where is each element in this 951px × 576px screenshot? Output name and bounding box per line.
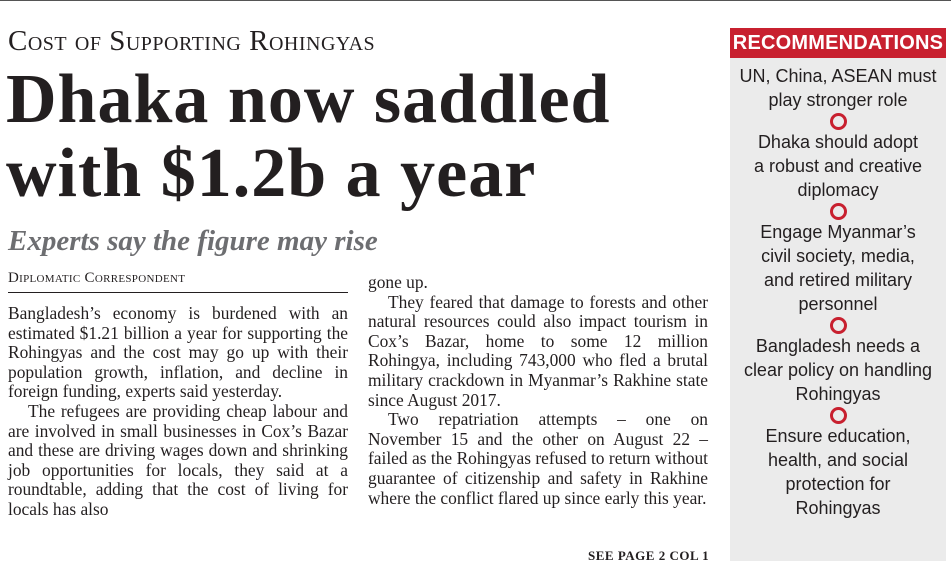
recommendation-item: Dhaka should adopt a robust and creative diplomacy — [753, 132, 923, 200]
recommendation-item: Bangladesh needs a clear policy on handling Rohingyas — [743, 336, 933, 404]
bullet-ring-icon — [830, 203, 847, 220]
paragraph: gone up. — [368, 272, 428, 292]
bullet-ring-icon — [830, 407, 847, 424]
paragraph: The refugees are providing cheap labour and are involved in small businesses in Cox’s Bazar and these are driving wages down and shrinking job opportunities for locals, they said at a roundtable, adding that the cost of living for locals has also — [8, 400, 348, 519]
headline-line-1: Dhaka now saddled — [6, 61, 611, 138]
kicker: Cost of Supporting Rohingyas — [8, 25, 376, 57]
sidebar-title: RECOMMENDATIONS — [730, 28, 946, 58]
article-column-1 — [8, 304, 348, 520]
continued-jump-line: SEE PAGE 2 COL 1 — [588, 548, 710, 563]
bullet-ring-icon — [830, 113, 847, 130]
headline-line-2: with $1.2b a year — [6, 135, 537, 212]
paragraph: They feared that damage to forests and other natural resources could also impact tourism in Cox’s Bazar, home to some 12 million Rohingya, including 743,000 who fled a brutal military crackdown in Myanmar’s Rakhine state since August 2017. — [368, 291, 708, 410]
paragraph: Bangladesh’s economy is burdened with an estimated $1.21 billion a year for supporting the Rohingyas and the cost may go up with their population growth, inflation, and decline in foreign funding, experts said yesterday. — [8, 303, 348, 402]
recommendation-item: Engage Myanmar’s civil society, media, and retired military personnel — [760, 222, 916, 314]
subheadline: Experts say the figure may rise — [8, 225, 378, 257]
article-column-2 — [368, 273, 708, 508]
bullet-ring-icon — [830, 317, 847, 334]
byline-rule — [8, 292, 348, 293]
recommendations-sidebar — [730, 28, 946, 561]
paragraph: Two repatriation attempts – one on November 15 and the other on August 22 – failed as the Rohingyas refused to return without guarantee of citizenship and safety in Rakhine where the conflict flared up since early this year. — [368, 409, 708, 508]
recommendation-item: UN, China, ASEAN must play stronger role — [739, 66, 937, 110]
headline — [6, 63, 721, 211]
recommendation-item: Ensure education, health, and social protection for Rohingyas — [765, 426, 911, 518]
byline: Diplomatic Correspondent — [8, 270, 186, 286]
